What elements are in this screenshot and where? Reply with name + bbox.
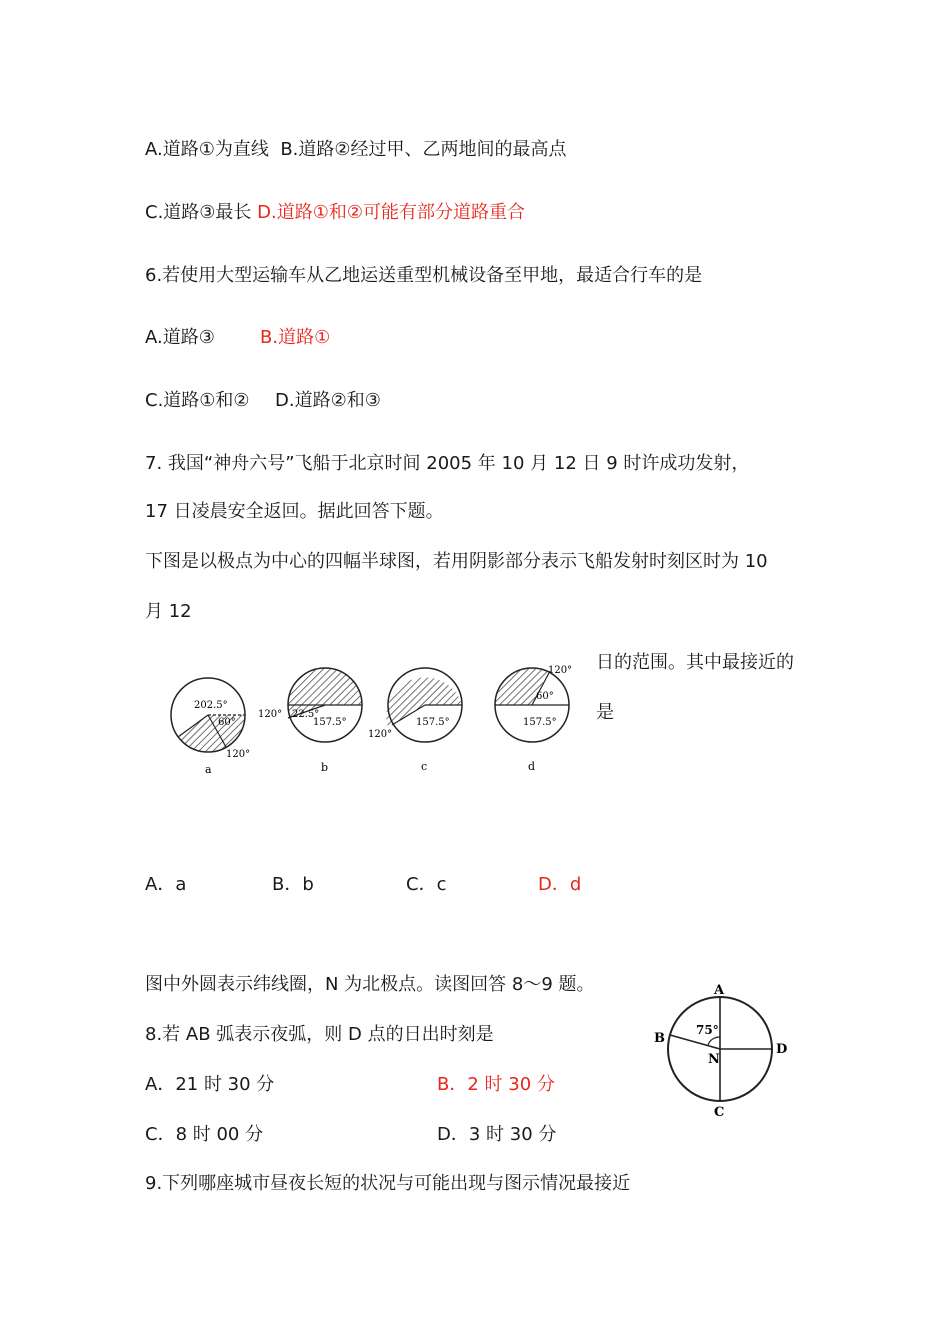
diagram-b-label: b	[321, 761, 329, 774]
diagram-a-angle3: 120°	[226, 749, 251, 760]
diagram-a	[171, 678, 250, 776]
point-c-label: C	[714, 1105, 725, 1120]
diagram-b-angle2: 22.5°	[292, 709, 320, 720]
q5-option-a: A.道路①为直线	[145, 139, 269, 160]
q7-option-a: A．a	[145, 874, 187, 895]
q5-option-d-answer: D.道路①和②可能有部分道路重合	[257, 202, 526, 223]
q7-desc-line1: 下图是以极点为中心的四幅半球图，若用阴影部分表示飞船发射时刻区时为 10	[145, 551, 768, 572]
angle-75-label: 75°	[696, 1023, 719, 1037]
diagram-b	[258, 668, 362, 774]
q9-stem: 9.下列哪座城市昼夜长短的状况与可能出现与图示情况最接近	[145, 1173, 631, 1194]
q7-stem-line2: 17 日凌晨安全返回。据此回答下题。	[145, 501, 444, 522]
diagram-d-angle3: 157.5°	[523, 717, 557, 728]
point-n-label: N	[708, 1052, 720, 1067]
q6-option-a: A.道路③	[145, 327, 215, 348]
q6-option-c: C.道路①和②	[145, 390, 250, 411]
diagram-c-angle1: 120°	[368, 729, 393, 740]
q7-option-b: B．b	[272, 874, 314, 895]
point-a-label: A	[714, 983, 725, 998]
q7-option-d-answer: D．d	[538, 874, 582, 895]
q8-option-d: D．3 时 30 分	[437, 1124, 557, 1145]
q5-option-b: B.道路②经过甲、乙两地间的最高点	[280, 139, 567, 160]
q8-option-a: A．21 时 30 分	[145, 1074, 275, 1095]
point-b-label: B	[654, 1031, 665, 1046]
diagram-d-angle2: 60°	[536, 691, 554, 702]
point-d-label: D	[776, 1042, 788, 1057]
hemisphere-diagrams	[160, 655, 590, 780]
q8-option-c: C．8 时 00 分	[145, 1124, 264, 1145]
diagram-d-angle1: 120°	[548, 665, 573, 676]
polar-latitude-diagram	[650, 978, 800, 1123]
q8-stem: 8.若 AB 弧表示夜弧，则 D 点的日出时刻是	[145, 1024, 494, 1045]
q7-desc-line3: 日的范围。其中最接近的	[596, 652, 794, 673]
diagram-a-angle1: 202.5°	[194, 700, 228, 711]
q6-stem: 6.若使用大型运输车从乙地运送重型机械设备至甲地，最适合行车的是	[145, 265, 703, 286]
diagram-d-label: d	[528, 760, 536, 773]
diagram-d	[495, 665, 572, 773]
diagram-c-angle2: 157.5°	[416, 717, 450, 728]
q7-desc-line2: 月 12	[145, 601, 192, 622]
diagram-b-angle1: 120°	[258, 709, 283, 720]
q6-option-b-answer: B.道路①	[260, 327, 331, 348]
diagram-c-label: c	[421, 760, 428, 773]
q7-option-c: C．c	[406, 874, 447, 895]
q6-option-d: D.道路②和③	[275, 390, 381, 411]
q5-options-row1	[145, 137, 567, 163]
diagram-a-angle2: 60°	[218, 717, 236, 728]
diagram-b-angle3: 157.5°	[313, 717, 347, 728]
q7-desc-line4: 是	[596, 702, 614, 723]
q8-9-intro: 图中外圆表示纬线圈，N 为北极点。读图回答 8～9 题。	[145, 974, 595, 995]
diagram-a-label: a	[205, 763, 212, 776]
q5-options-row2	[145, 200, 525, 226]
diagram-c	[368, 668, 462, 773]
q5-option-c: C.道路③最长	[145, 202, 252, 223]
q8-option-b-answer: B．2 时 30 分	[437, 1074, 555, 1095]
q7-stem-line1: 7. 我国“神舟六号”飞船于北京时间 2005 年 10 月 12 日 9 时许成功发射，	[145, 453, 750, 474]
